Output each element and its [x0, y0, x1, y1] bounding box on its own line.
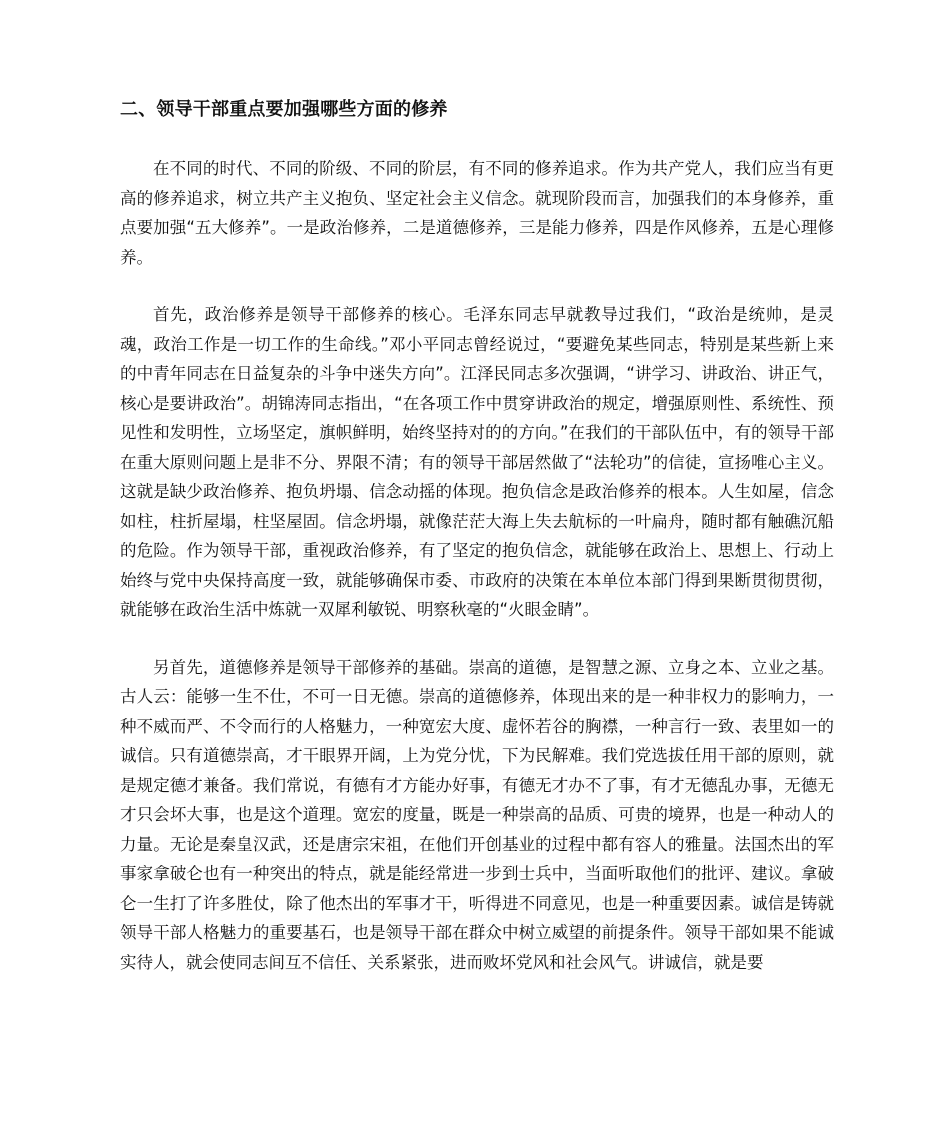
paragraph-moral-cultivation: 另首先，道德修养是领导干部修养的基础。崇高的道德，是智慧之源、立身之本、立业之基。古人云：能够一生不仕，不可一日无德。崇高的道德修养，体现出来的是一种非权力的影响力，一种不威而严、不令而行的人格魅力，一种宽宏大度、虚怀若谷的胸襟，一种言行一致、表里如一的诚信。只有道德崇高，才干眼界开阔，上为党分忧，下为民解难。我们党选拔任用干部的原则，就是规定德才兼备。我们常说，有德有才方能办好事，有德无才办不了事，有才无德乱办事，无德无才只会坏大事，也是这个道理。宽宏的度量，既是一种崇高的品质、可贵的境界，也是一种动人的力量。无论是秦皇汉武，还是唐宗宋祖，在他们开创基业的过程中都有容人的雅量。法国杰出的军事家拿破仑也有一种突出的特点，就是能经常进一步到士兵中，当面听取他们的批评、建议。拿破仑一生打了许多胜仗，除了他杰出的军事才干，听得进不同意见，也是一种重要因素。诚信是铸就领导干部人格魅力的重要基石，也是领导干部在群众中树立威望的前提条件。领导干部如果不能诚实待人，就会使同志间互不信任、关系紧张，进而败坏党风和社会风气。讲诚信，就是要 — [120, 657, 834, 972]
paragraph-political-cultivation: 首先，政治修养是领导干部修养的核心。毛泽东同志早就教导过我们，“政治是统帅，是灵魂，政治工作是一切工作的生命线。”邓小平同志曾经说过，“要避免某些同志，特别是某些新上来的中青年同志在日益复杂的斗争中迷失方向”。江泽民同志多次强调，“讲学习、讲政治、讲正气，核心是要讲政治”。胡锦涛同志指出，“在各项工作中贯穿讲政治的规定，增强原则性、系统性、预见性和发明性，立场坚定，旗帜鲜明，始终坚持对的的方向。”在我们的干部队伍中，有的领导干部在重大原则问题上是非不分、界限不清；有的领导干部居然做了“法轮功”的信徒，宣扬唯心主义。这就是缺少政治修养、抱负坍塌、信念动摇的体现。抱负信念是政治修养的根本。人生如屋，信念如柱，柱折屋塌，柱坚屋固。信念坍塌，就像茫茫大海上失去航标的一叶扁舟，随时都有触礁沉船的危险。作为领导干部，重视政治修养，有了坚定的抱负信念，就能够在政治上、思想上、行动上始终与党中央保持高度一致，就能够确保市委、市政府的决策在本单位本部门得到果断贯彻贯彻，就能够在政治生活中炼就一双犀利敏锐、明察秋毫的“火眼金睛”。 — [120, 305, 834, 619]
document-page — [120, 96, 834, 1005]
section-heading: 二、领导干部重点要加强哪些方面的修养 — [120, 99, 448, 120]
paragraph-intro: 在不同的时代、不同的阶级、不同的阶层，有不同的修养追求。作为共产党人，我们应当有更高的修养追求，树立共产主义抱负、坚定社会主义信念。就现阶段而言，加强我们的本身修养，重点要加强“五大修养”。一是政治修养，二是道德修养，三是能力修养，四是作风修养，五是心理修养。 — [120, 159, 834, 267]
